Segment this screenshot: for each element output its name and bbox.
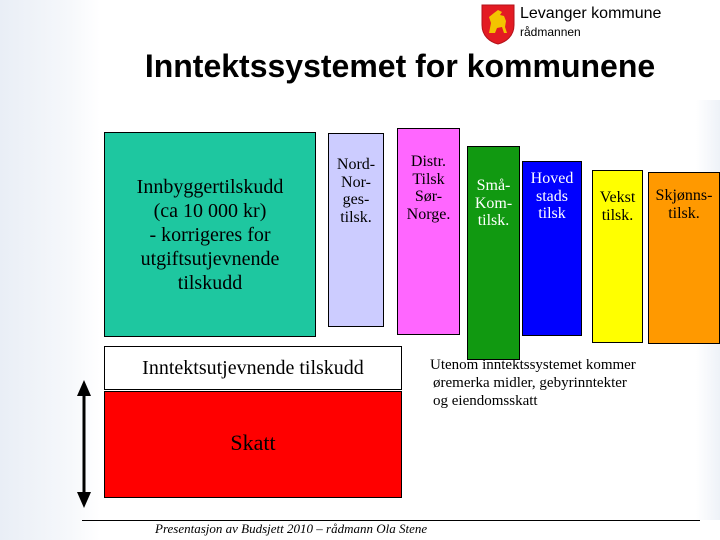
- municipality-crest-logo: [480, 3, 516, 45]
- box-line: Små-: [476, 177, 511, 194]
- inntektsutjevnende-tilskudd-box: [104, 346, 402, 390]
- box-line: Nord-: [336, 156, 376, 173]
- page-title: Inntektssystemet for kommunene: [144, 48, 656, 84]
- note-text: [430, 356, 636, 410]
- nord-norges-tilskudd-box: [328, 133, 384, 327]
- box-line: Kom-: [474, 194, 513, 212]
- box-label: Skatt: [230, 429, 276, 455]
- org-unit: rådmannen: [520, 25, 581, 39]
- box-line: tilsk.: [668, 204, 700, 222]
- box-line: utgiftsutjevnende: [140, 247, 280, 270]
- smakommunetilskudd-box: [467, 146, 520, 360]
- box-line: tilsk: [538, 205, 566, 223]
- box-line: tilsk.: [340, 208, 372, 226]
- skjonnstilskudd-box: [648, 172, 720, 344]
- box-line: Nor-: [341, 173, 371, 191]
- box-line: Distr.: [410, 153, 447, 170]
- skatt-box: [104, 391, 402, 498]
- box-line: Hoved: [530, 170, 574, 187]
- box-line: ges-: [342, 191, 370, 209]
- box-line: Tilsk: [412, 170, 445, 188]
- note-line: Utenom inntektssystemet kommer: [430, 357, 636, 373]
- box-line: Sør-: [414, 188, 443, 206]
- innbyggertilskudd-box: [104, 132, 316, 337]
- note-line: og eiendomsskatt: [433, 393, 538, 409]
- box-line: Norge.: [406, 205, 451, 223]
- note-line: øremerka midler, gebyrinntekter: [433, 375, 627, 391]
- box-line: stads: [536, 187, 568, 205]
- box-line: - korrigeres for: [149, 223, 271, 246]
- box-line: tilskudd: [177, 271, 243, 294]
- box-line: tilsk.: [477, 212, 510, 230]
- box-line: tilsk.: [601, 206, 634, 224]
- box-label: Inntektsutjevnende tilskudd: [142, 357, 364, 379]
- footer-text: Presentasjon av Budsjett 2010 – rådmann Ola Stene: [155, 521, 428, 536]
- box-line: Vekst: [599, 189, 636, 206]
- veksttilskudd-box: [592, 170, 643, 343]
- box-line: Innbyggertilskudd: [136, 175, 284, 198]
- org-name: Levanger kommune: [520, 5, 662, 22]
- hovedstadstilskudd-box: [522, 161, 582, 336]
- box-line: Skjønns-: [655, 187, 713, 204]
- double-arrow-icon: [72, 380, 96, 508]
- distriktstilskudd-sor-norge-box: [397, 128, 460, 335]
- box-line: (ca 10 000 kr): [153, 199, 267, 222]
